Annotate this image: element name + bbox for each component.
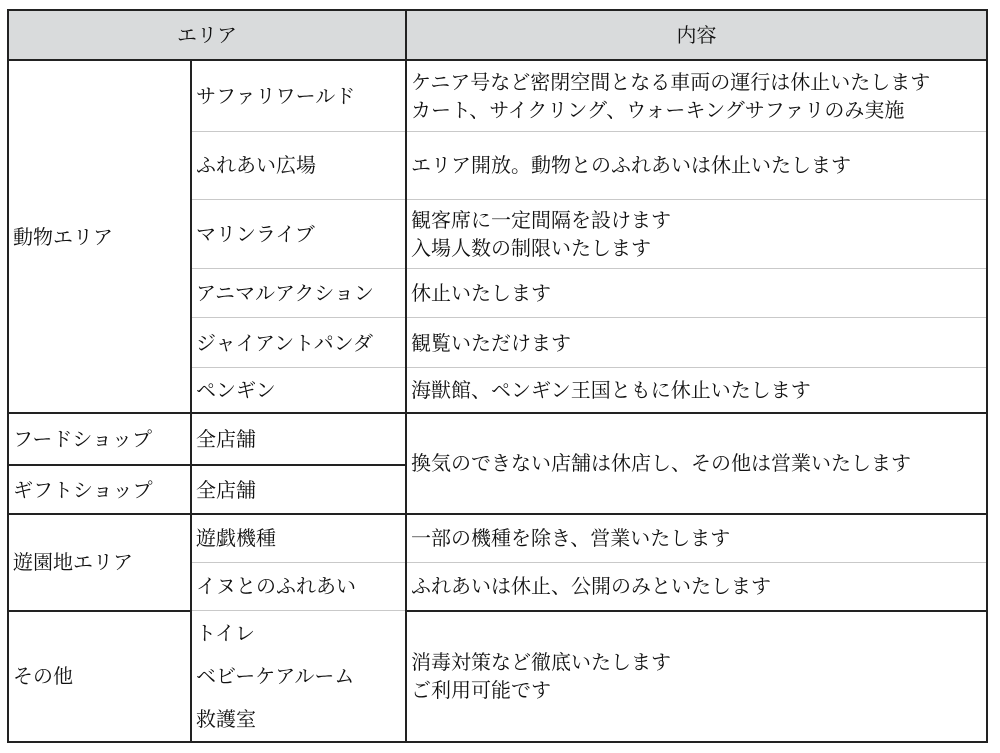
content-cell: 一部の機種を除き、営業いたします [406, 514, 987, 562]
table-row [8, 413, 987, 466]
content-line: 消毒対策など徹底いたします [411, 650, 671, 675]
sub-area: 全店舗 [191, 465, 406, 513]
content-cell [406, 367, 987, 412]
content-line: ケニア号など密閉空間となる車両の運行は休止いたします [411, 70, 931, 95]
sub-area: トイレ [191, 611, 406, 655]
sub-area: サファリワールド [191, 60, 406, 131]
sub-area: イヌとのふれあい [191, 562, 406, 610]
area-gift-shop: ギフトショップ [8, 465, 191, 513]
sub-area: ベビーケアルーム [191, 655, 406, 697]
area-other: その他 [8, 611, 191, 742]
content-line: 入場人数の制限いたします [411, 236, 651, 261]
sub-area: 全店舗 [191, 413, 406, 466]
sub-area: マリンライブ [191, 200, 406, 269]
sub-area: ジャイアントパンダ [191, 318, 406, 367]
area-amusement: 遊園地エリア [8, 514, 191, 611]
content-line: 観覧いただけます [411, 330, 571, 355]
header-area: エリア [8, 10, 406, 60]
header-content: 内容 [406, 10, 987, 60]
sub-area: 救護室 [191, 697, 406, 742]
content-line: エリア開放。動物とのふれあいは休止いたします [411, 153, 851, 178]
content-line: 観客席に一定間隔を設けます [411, 208, 671, 233]
area-animal: 動物エリア [8, 60, 191, 412]
info-table [7, 9, 988, 743]
table-row [8, 514, 987, 562]
header-row [8, 10, 987, 60]
content-cell [406, 131, 987, 200]
content-cell: 換気のできない店舗は休店し、その他は営業いたします [406, 413, 987, 514]
sub-area: ペンギン [191, 367, 406, 412]
sub-area: アニマルアクション [191, 268, 406, 317]
table-row [8, 60, 987, 131]
content-cell [406, 268, 987, 317]
content-cell [406, 611, 987, 742]
sub-area: ふれあい広場 [191, 131, 406, 200]
content-cell [406, 200, 987, 269]
content-line: カート、サイクリング、ウォーキングサファリのみ実施 [411, 98, 905, 123]
sub-area: 遊戯機種 [191, 514, 406, 562]
content-cell [406, 318, 987, 367]
content-line: 海獣館、ペンギン王国ともに休止いたします [411, 377, 811, 402]
area-food-shop: フードショップ [8, 413, 191, 466]
content-line: 休止いたします [411, 281, 551, 306]
table-row [8, 611, 987, 655]
content-cell [406, 60, 987, 131]
content-line: ご利用可能です [411, 678, 551, 703]
content-cell: ふれあいは休止、公開のみといたします [406, 562, 987, 610]
